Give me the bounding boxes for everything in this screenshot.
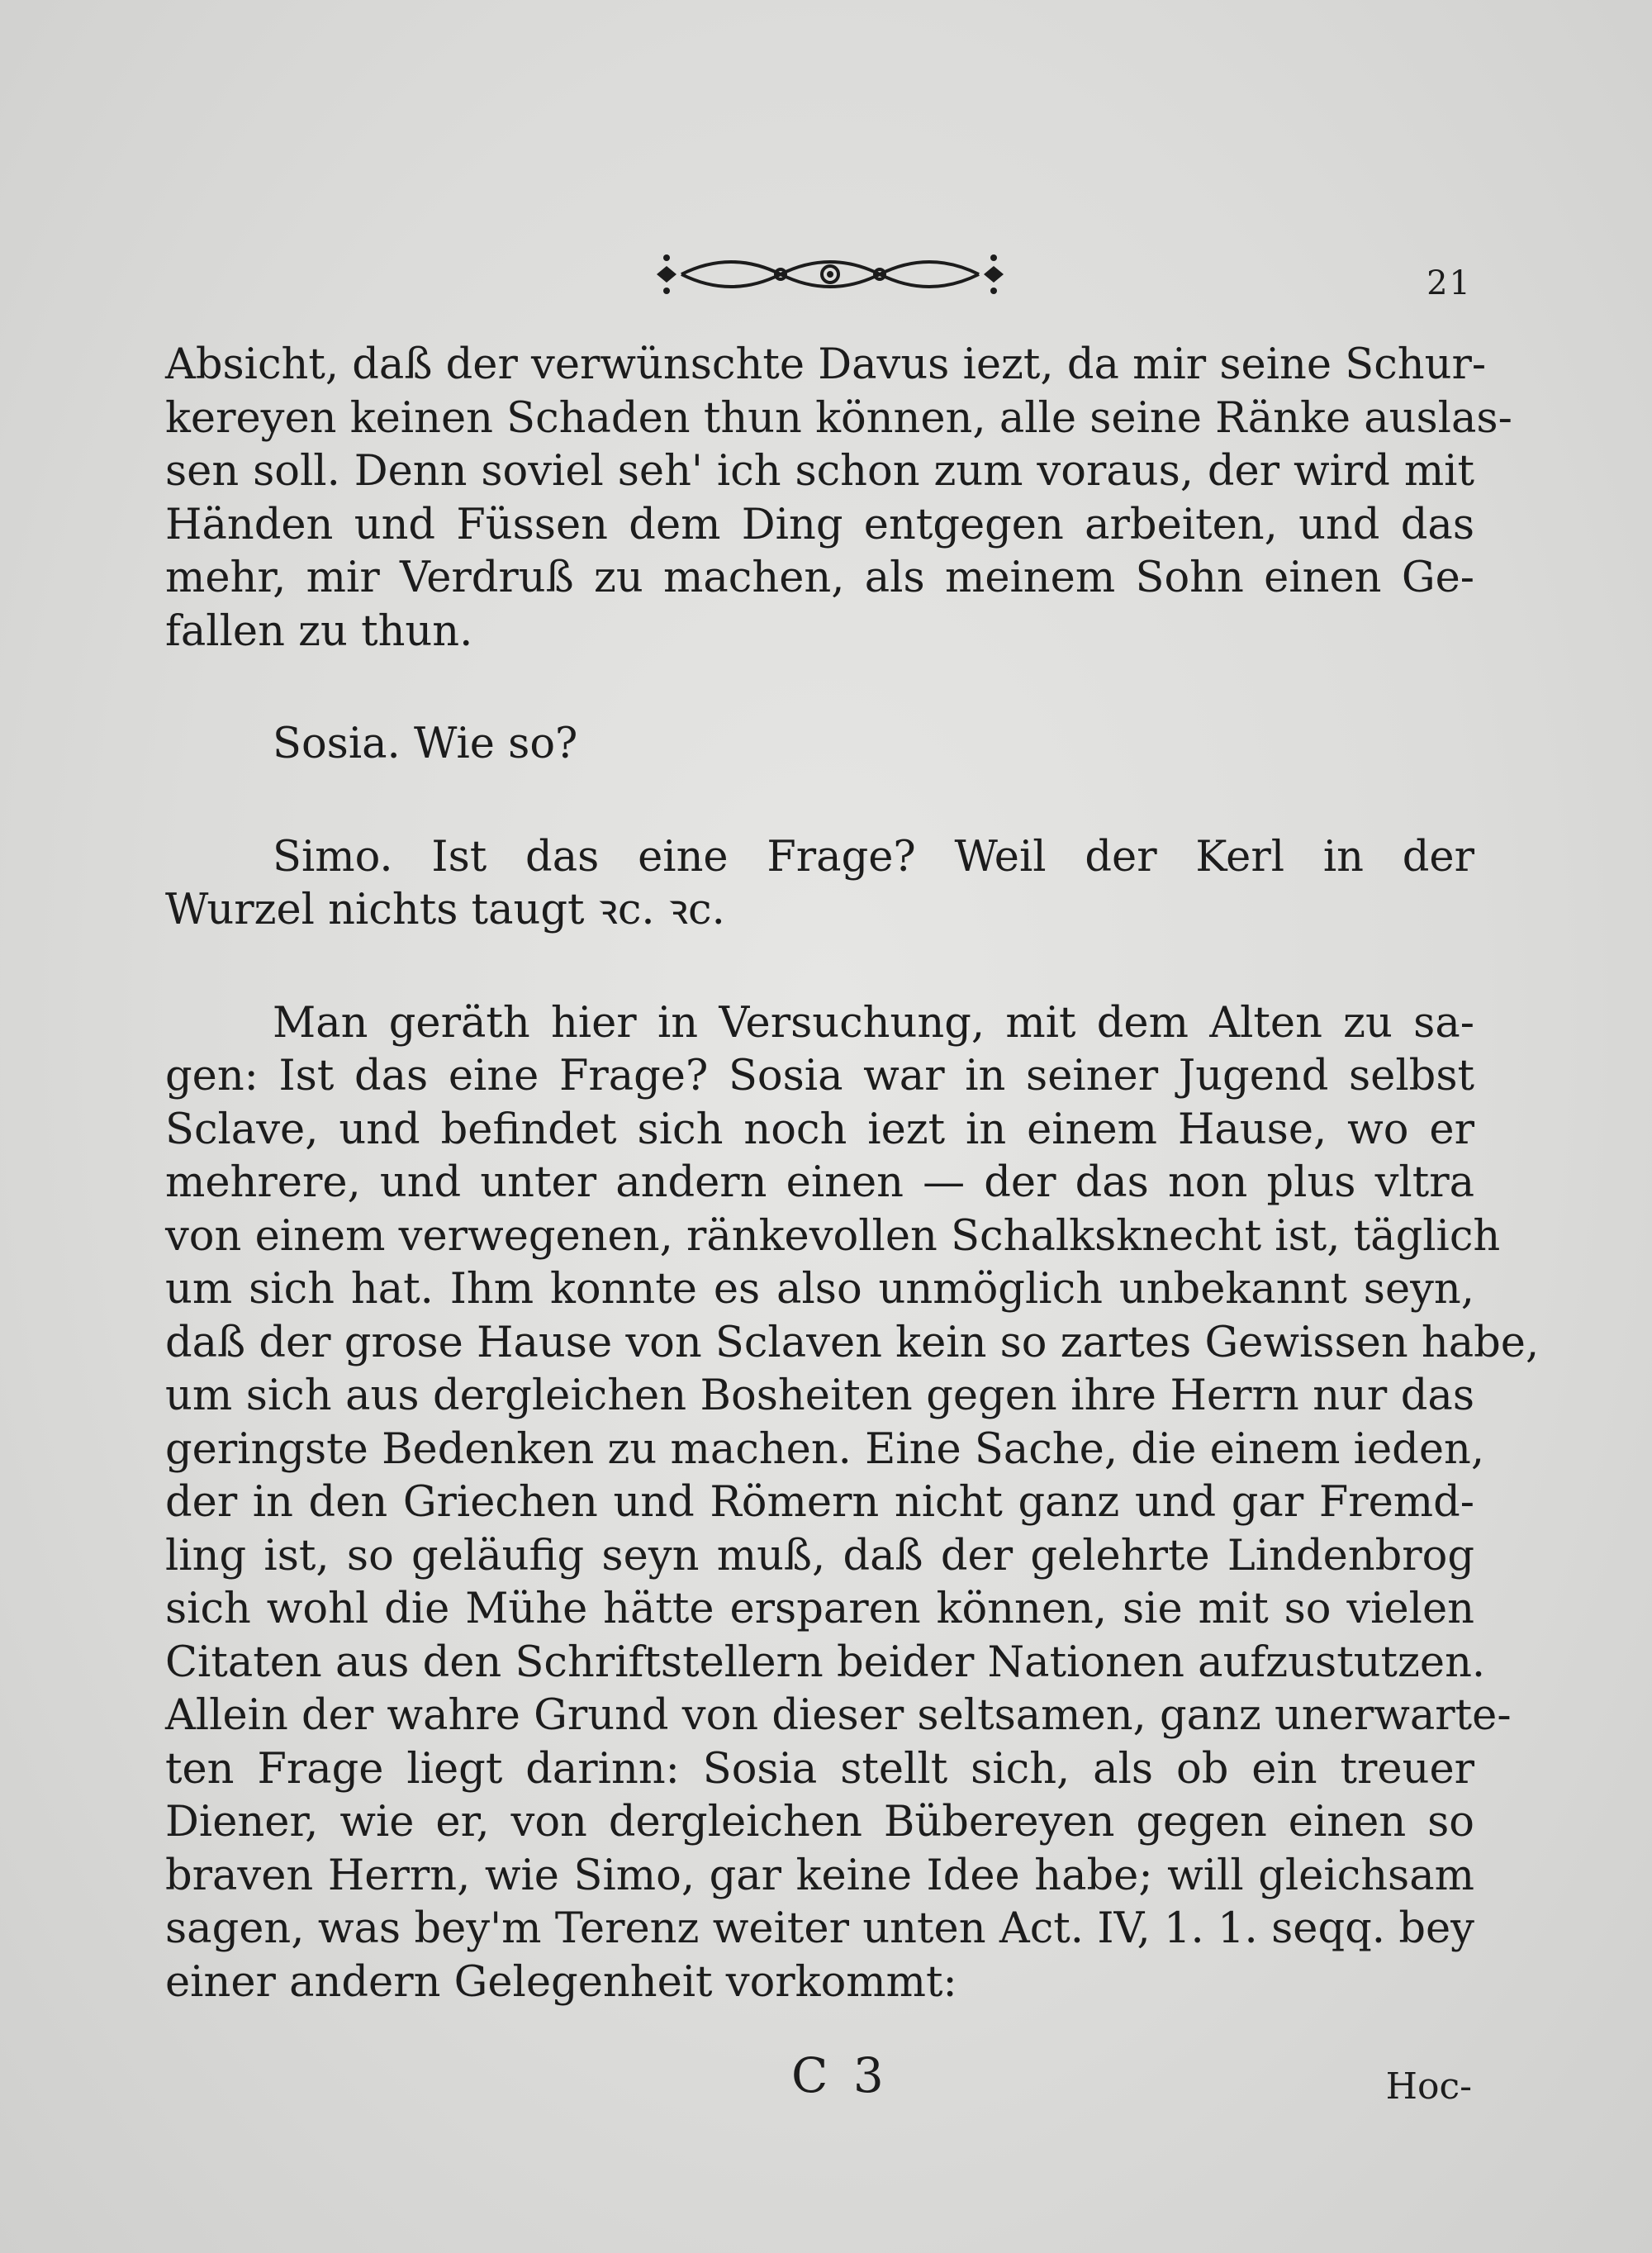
text-line: Händen und Füssen dem Ding entgegen arbeiten, und das bbox=[165, 500, 1474, 549]
text-line: Diener, wie er, von dergleichen Bübereyen gegen einen so bbox=[165, 1798, 1474, 1847]
text-line: ten Frage liegt darinn: Sosia stellt sich, als ob ein treuer bbox=[165, 1744, 1474, 1794]
ornament-divider bbox=[648, 241, 1012, 307]
text-line: kereyen keinen Schaden thun können, alle seine Ränke auslas- bbox=[165, 393, 1512, 443]
text-line: sich wohl die Mühe hätte ersparen können, sie mit so vielen bbox=[165, 1585, 1474, 1633]
text-line: mehrere, und unter andern einen — der das non plus vltra bbox=[165, 1158, 1474, 1207]
text-line: der in den Griechen und Römern nicht ganz und gar Fremd- bbox=[165, 1478, 1474, 1527]
paragraph-opening bbox=[165, 339, 1512, 658]
text-line: daß der grose Hause von Sclaven kein so zartes Gewissen habe, bbox=[165, 1318, 1540, 1367]
text-line: um sich hat. Ihm konnte es also unmöglich unbekannt seyn, bbox=[165, 1265, 1474, 1314]
text-line: Absicht, daß der verwünschte Davus iezt, da mir seine Schur- bbox=[165, 340, 1487, 389]
text-line: Man geräth hier in Versuchung, mit dem Alten zu sa- bbox=[273, 998, 1474, 1048]
paragraph-commentary bbox=[165, 997, 1540, 2010]
signature-mark: C 3 bbox=[791, 2047, 889, 2103]
text-line: braven Herrn, wie Simo, gar keine Idee habe; will gleichsam bbox=[165, 1851, 1474, 1900]
dialogue-line: Sosia. Wie so? bbox=[273, 720, 578, 768]
main-text bbox=[165, 339, 1540, 2009]
text-line: sen soll. Denn soviel seh' ich schon zum voraus, der wird mit bbox=[165, 447, 1474, 496]
text-line: sagen, was bey'm Terenz weiter unten Act. IV, 1. 1. seqq. bey bbox=[165, 1904, 1474, 1953]
page-number: 21 bbox=[1427, 264, 1472, 302]
text-line: fallen zu thun. bbox=[165, 606, 473, 656]
text-line: ling ist, so geläufig seyn muß, daß der gelehrte Lindenbrog bbox=[165, 1531, 1474, 1580]
text-line: geringste Bedenken zu machen. Eine Sache, die einem ieden, bbox=[165, 1424, 1485, 1474]
text-line: einer andern Gelegenheit vorkommt: bbox=[165, 1957, 957, 2007]
dialogue-line: Simo. Ist das eine Frage? Weil der Kerl in der bbox=[273, 832, 1474, 882]
paragraph-sosia bbox=[165, 718, 1474, 772]
text-line: von einem verwegenen, ränkevollen Schalksknecht ist, täglich bbox=[165, 1211, 1501, 1261]
catchword: Hoc- bbox=[1385, 2065, 1472, 2108]
text-line: Citaten aus den Schriftstellern beider Nationen aufzustutzen. bbox=[165, 1637, 1486, 1687]
text-line: gen: Ist das eine Frage? Sosia war in seiner Jugend selbst bbox=[165, 1052, 1474, 1100]
text-line: mehr, mir Verdruß zu machen, als meinem Sohn einen Ge- bbox=[165, 554, 1474, 602]
text-line: Sclave, und befindet sich noch iezt in einem Hause, wo er bbox=[165, 1105, 1474, 1154]
text-line: um sich aus dergleichen Bosheiten gegen ihre Herrn nur das bbox=[165, 1371, 1474, 1420]
text-line: Allein der wahre Grund von dieser seltsamen, ganz unerwarte- bbox=[165, 1691, 1512, 1740]
paragraph-simo bbox=[165, 831, 1474, 938]
text-line: Wurzel nichts taugt ꝛc. ꝛc. bbox=[165, 886, 725, 934]
